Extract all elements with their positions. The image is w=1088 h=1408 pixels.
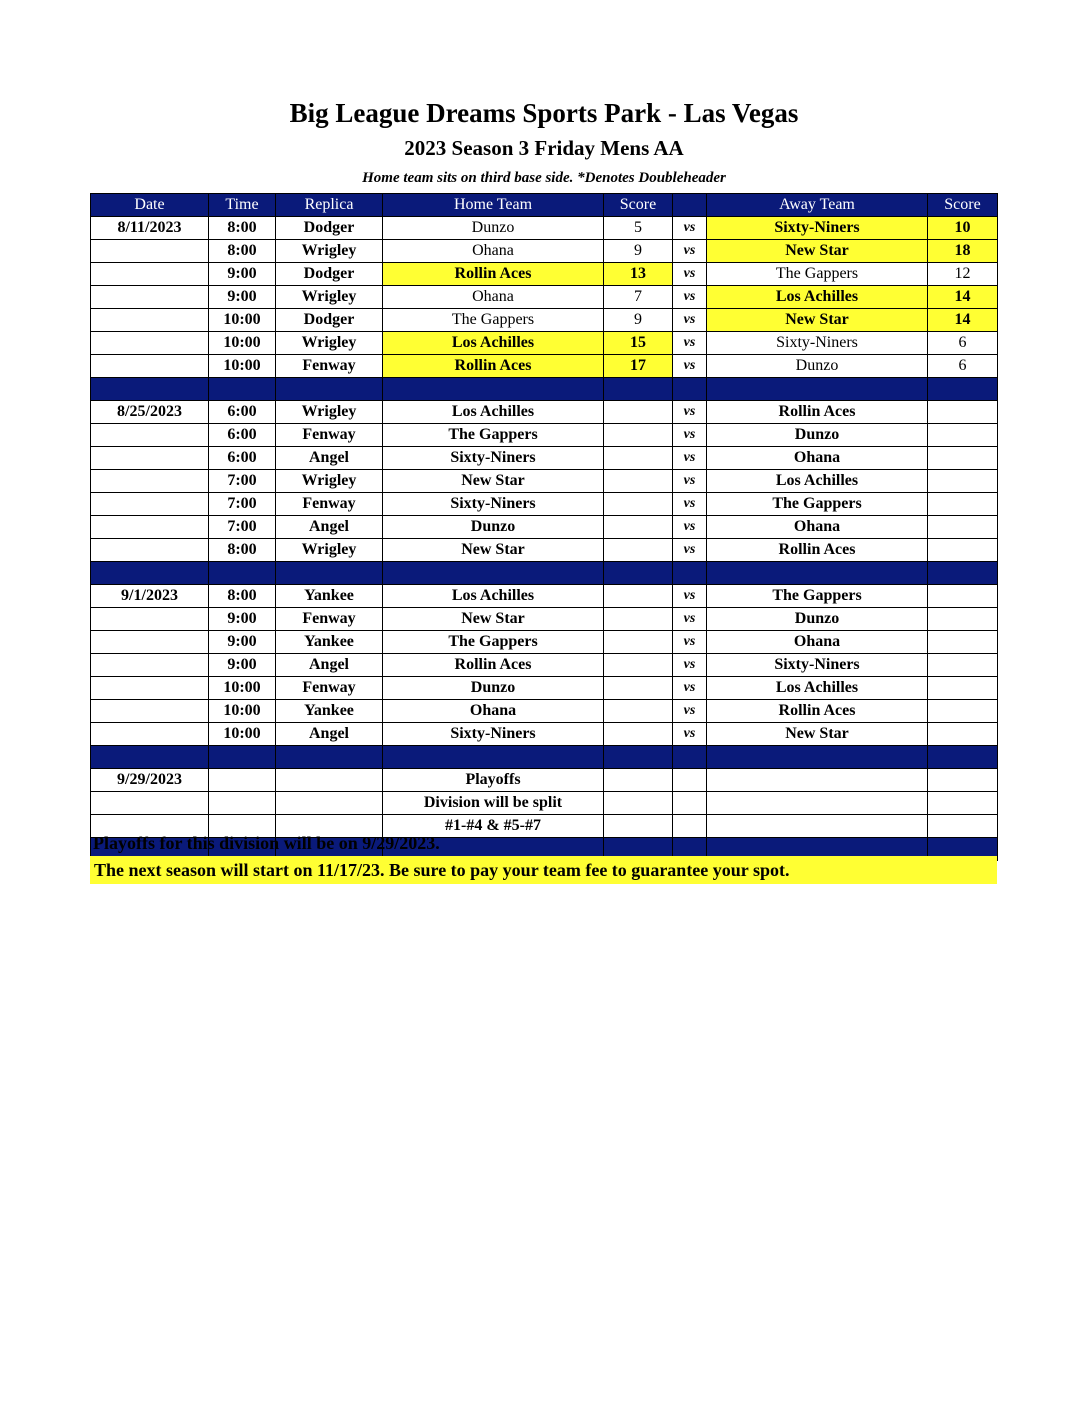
- game-row: [91, 516, 998, 539]
- away-score-cell: [928, 470, 998, 493]
- column-header-home-team: Home Team: [383, 194, 604, 217]
- time-cell: 7:00: [209, 516, 276, 539]
- home-score-cell: [604, 470, 673, 493]
- date-separator-row: [91, 746, 998, 769]
- game-row: [91, 401, 998, 424]
- away-score-cell: 12: [928, 263, 998, 286]
- home-team-cell: The Gappers: [383, 309, 604, 332]
- vs-cell: vs: [673, 631, 707, 654]
- separator-cell: [209, 378, 276, 401]
- date-cell: [91, 240, 209, 263]
- page-title: Big League Dreams Sports Park - Las Vegas: [289, 98, 799, 128]
- replica-cell: Dodger: [276, 263, 383, 286]
- replica-cell: Dodger: [276, 309, 383, 332]
- column-header-vs: [673, 194, 707, 217]
- replica-cell: [276, 769, 383, 792]
- time-cell: [209, 792, 276, 815]
- time-cell: 9:00: [209, 631, 276, 654]
- vs-cell: vs: [673, 539, 707, 562]
- vs-cell: vs: [673, 585, 707, 608]
- vs-cell: vs: [673, 723, 707, 746]
- away-score-cell: [928, 700, 998, 723]
- date-separator-row: [91, 378, 998, 401]
- date-cell: [91, 723, 209, 746]
- date-cell: [91, 309, 209, 332]
- away-score-cell: [928, 631, 998, 654]
- column-header-home-score: Score: [604, 194, 673, 217]
- home-team-cell: The Gappers: [383, 424, 604, 447]
- game-row: [91, 309, 998, 332]
- date-cell: [91, 447, 209, 470]
- replica-cell: [276, 792, 383, 815]
- game-row: [91, 539, 998, 562]
- home-team-cell: Sixty-Niners: [383, 493, 604, 516]
- away-team-cell: Sixty-Niners: [707, 332, 928, 355]
- date-cell: 9/29/2023: [91, 769, 209, 792]
- replica-cell: Wrigley: [276, 286, 383, 309]
- time-cell: 10:00: [209, 723, 276, 746]
- home-score-cell: [604, 631, 673, 654]
- home-score-cell: 9: [604, 240, 673, 263]
- date-cell: [91, 355, 209, 378]
- replica-cell: Fenway: [276, 424, 383, 447]
- date-cell: [91, 424, 209, 447]
- away-team-cell: Sixty-Niners: [707, 217, 928, 240]
- date-cell: [91, 677, 209, 700]
- separator-cell: [673, 378, 707, 401]
- away-team-cell: Dunzo: [707, 355, 928, 378]
- date-cell: [91, 516, 209, 539]
- playoff-info-row: [91, 792, 998, 815]
- replica-cell: Fenway: [276, 493, 383, 516]
- vs-cell: vs: [673, 470, 707, 493]
- separator-cell: [209, 746, 276, 769]
- date-cell: [91, 792, 209, 815]
- game-row: [91, 700, 998, 723]
- vs-cell: vs: [673, 309, 707, 332]
- away-team-cell: Sixty-Niners: [707, 654, 928, 677]
- home-team-cell: Rollin Aces: [383, 355, 604, 378]
- home-team-note: Home team sits on third base side. *Denotes Doubleheader: [362, 170, 726, 186]
- away-team-cell: New Star: [707, 309, 928, 332]
- game-row: [91, 424, 998, 447]
- date-cell: 8/11/2023: [91, 217, 209, 240]
- away-team-cell: Los Achilles: [707, 470, 928, 493]
- next-season-banner: The next season will start on 11/17/23. Be sure to pay your team fee to guarantee your spot.: [90, 856, 997, 884]
- replica-cell: Angel: [276, 723, 383, 746]
- home-score-cell: [604, 424, 673, 447]
- time-cell: 7:00: [209, 470, 276, 493]
- playoff-info-text: Division will be split: [383, 792, 604, 815]
- date-cell: [91, 263, 209, 286]
- replica-cell: Wrigley: [276, 539, 383, 562]
- separator-cell: [928, 562, 998, 585]
- away-score-cell: 18: [928, 240, 998, 263]
- away-team-cell: [707, 792, 928, 815]
- away-team-cell: The Gappers: [707, 493, 928, 516]
- home-score-cell: [604, 516, 673, 539]
- away-score-cell: [928, 608, 998, 631]
- separator-cell: [383, 746, 604, 769]
- vs-cell: [673, 769, 707, 792]
- separator-cell: [91, 562, 209, 585]
- separator-cell: [604, 562, 673, 585]
- vs-cell: vs: [673, 401, 707, 424]
- time-cell: 9:00: [209, 263, 276, 286]
- separator-cell: [673, 746, 707, 769]
- game-row: [91, 631, 998, 654]
- separator-cell: [604, 378, 673, 401]
- time-cell: 10:00: [209, 309, 276, 332]
- away-score-cell: [928, 792, 998, 815]
- time-cell: 6:00: [209, 424, 276, 447]
- replica-cell: Dodger: [276, 217, 383, 240]
- game-row: [91, 355, 998, 378]
- time-cell: 6:00: [209, 401, 276, 424]
- vs-cell: vs: [673, 677, 707, 700]
- replica-cell: Wrigley: [276, 401, 383, 424]
- column-header-time: Time: [209, 194, 276, 217]
- home-score-cell: [604, 654, 673, 677]
- home-team-cell: Ohana: [383, 700, 604, 723]
- time-cell: 8:00: [209, 585, 276, 608]
- home-score-cell: [604, 677, 673, 700]
- separator-cell: [91, 378, 209, 401]
- game-row: [91, 286, 998, 309]
- away-team-cell: Rollin Aces: [707, 401, 928, 424]
- playoff-info-text: #1-#4 & #5-#7: [383, 815, 604, 838]
- column-header-replica: Replica: [276, 194, 383, 217]
- away-score-cell: 6: [928, 355, 998, 378]
- date-cell: [91, 608, 209, 631]
- vs-cell: vs: [673, 332, 707, 355]
- home-score-cell: 9: [604, 309, 673, 332]
- game-row: [91, 654, 998, 677]
- vs-cell: [673, 815, 707, 838]
- home-score-cell: 17: [604, 355, 673, 378]
- separator-cell: [707, 562, 928, 585]
- vs-cell: vs: [673, 493, 707, 516]
- home-team-cell: Dunzo: [383, 677, 604, 700]
- column-header-away-score: Score: [928, 194, 998, 217]
- away-team-cell: [707, 815, 928, 838]
- home-team-cell: The Gappers: [383, 631, 604, 654]
- away-team-cell: Dunzo: [707, 424, 928, 447]
- playoffs-note: Playoffs for this division will be on 9/29/2023.: [93, 833, 440, 853]
- game-row: [91, 677, 998, 700]
- separator-cell: [383, 378, 604, 401]
- vs-cell: vs: [673, 424, 707, 447]
- time-cell: 8:00: [209, 539, 276, 562]
- replica-cell: Yankee: [276, 700, 383, 723]
- home-score-cell: [604, 447, 673, 470]
- game-row: [91, 217, 998, 240]
- date-cell: 8/25/2023: [91, 401, 209, 424]
- replica-cell: Wrigley: [276, 470, 383, 493]
- away-score-cell: 14: [928, 309, 998, 332]
- separator-cell: [276, 378, 383, 401]
- vs-cell: vs: [673, 516, 707, 539]
- home-score-cell: [604, 792, 673, 815]
- vs-cell: vs: [673, 608, 707, 631]
- replica-cell: Wrigley: [276, 240, 383, 263]
- away-score-cell: [928, 401, 998, 424]
- home-score-cell: 5: [604, 217, 673, 240]
- vs-cell: vs: [673, 217, 707, 240]
- vs-cell: [673, 792, 707, 815]
- replica-cell: Angel: [276, 447, 383, 470]
- home-team-cell: Los Achilles: [383, 332, 604, 355]
- date-cell: [91, 332, 209, 355]
- playoff-info-text: Playoffs: [383, 769, 604, 792]
- time-cell: [209, 769, 276, 792]
- replica-cell: Fenway: [276, 608, 383, 631]
- separator-cell: [209, 562, 276, 585]
- game-row: [91, 723, 998, 746]
- home-team-cell: New Star: [383, 608, 604, 631]
- vs-cell: vs: [673, 700, 707, 723]
- schedule-body: [91, 217, 998, 861]
- game-row: [91, 240, 998, 263]
- separator-cell: [383, 562, 604, 585]
- page-subtitle: 2023 Season 3 Friday Mens AA: [404, 136, 684, 160]
- separator-cell: [707, 746, 928, 769]
- schedule-table: [90, 193, 998, 861]
- home-team-cell: Dunzo: [383, 516, 604, 539]
- time-cell: 8:00: [209, 240, 276, 263]
- column-header-away-team: Away Team: [707, 194, 928, 217]
- replica-cell: Angel: [276, 516, 383, 539]
- vs-cell: vs: [673, 263, 707, 286]
- game-row: [91, 447, 998, 470]
- game-row: [91, 470, 998, 493]
- away-team-cell: The Gappers: [707, 263, 928, 286]
- away-score-cell: [928, 677, 998, 700]
- away-score-cell: [928, 723, 998, 746]
- away-score-cell: 6: [928, 332, 998, 355]
- game-row: [91, 493, 998, 516]
- away-score-cell: [928, 516, 998, 539]
- away-team-cell: Ohana: [707, 447, 928, 470]
- home-score-cell: [604, 401, 673, 424]
- away-team-cell: Ohana: [707, 516, 928, 539]
- date-cell: [91, 539, 209, 562]
- home-team-cell: Sixty-Niners: [383, 447, 604, 470]
- separator-cell: [928, 746, 998, 769]
- away-team-cell: [707, 769, 928, 792]
- home-score-cell: [604, 585, 673, 608]
- vs-cell: vs: [673, 286, 707, 309]
- away-score-cell: [928, 585, 998, 608]
- separator-cell: [673, 562, 707, 585]
- away-score-cell: [928, 815, 998, 838]
- time-cell: 7:00: [209, 493, 276, 516]
- date-cell: [91, 700, 209, 723]
- game-row: [91, 585, 998, 608]
- home-score-cell: [604, 700, 673, 723]
- time-cell: 10:00: [209, 355, 276, 378]
- home-team-cell: Ohana: [383, 286, 604, 309]
- home-team-cell: Rollin Aces: [383, 263, 604, 286]
- home-team-cell: Dunzo: [383, 217, 604, 240]
- vs-cell: vs: [673, 355, 707, 378]
- away-score-cell: [928, 424, 998, 447]
- date-cell: 9/1/2023: [91, 585, 209, 608]
- date-cell: [91, 493, 209, 516]
- away-score-cell: [928, 447, 998, 470]
- home-score-cell: [604, 539, 673, 562]
- time-cell: 9:00: [209, 654, 276, 677]
- home-score-cell: [604, 769, 673, 792]
- vs-cell: vs: [673, 240, 707, 263]
- date-separator-row: [91, 562, 998, 585]
- home-score-cell: [604, 493, 673, 516]
- home-team-cell: Los Achilles: [383, 401, 604, 424]
- separator-cell: [276, 562, 383, 585]
- vs-cell: vs: [673, 654, 707, 677]
- home-team-cell: New Star: [383, 470, 604, 493]
- away-team-cell: New Star: [707, 240, 928, 263]
- away-score-cell: [928, 654, 998, 677]
- game-row: [91, 263, 998, 286]
- home-team-cell: Los Achilles: [383, 585, 604, 608]
- away-team-cell: Rollin Aces: [707, 539, 928, 562]
- away-team-cell: Dunzo: [707, 608, 928, 631]
- away-team-cell: Los Achilles: [707, 286, 928, 309]
- date-cell: [91, 654, 209, 677]
- date-cell: [91, 470, 209, 493]
- date-cell: [91, 631, 209, 654]
- replica-cell: Angel: [276, 654, 383, 677]
- away-team-cell: The Gappers: [707, 585, 928, 608]
- away-score-cell: 14: [928, 286, 998, 309]
- game-row: [91, 332, 998, 355]
- replica-cell: Wrigley: [276, 332, 383, 355]
- away-score-cell: [928, 769, 998, 792]
- home-team-cell: Rollin Aces: [383, 654, 604, 677]
- vs-cell: vs: [673, 447, 707, 470]
- separator-cell: [928, 378, 998, 401]
- away-score-cell: [928, 539, 998, 562]
- away-score-cell: 10: [928, 217, 998, 240]
- home-score-cell: [604, 723, 673, 746]
- time-cell: 8:00: [209, 217, 276, 240]
- time-cell: 10:00: [209, 677, 276, 700]
- table-header-row: [91, 194, 998, 217]
- home-score-cell: [604, 815, 673, 838]
- separator-cell: [276, 746, 383, 769]
- away-team-cell: Ohana: [707, 631, 928, 654]
- time-cell: 10:00: [209, 332, 276, 355]
- separator-cell: [707, 378, 928, 401]
- away-team-cell: New Star: [707, 723, 928, 746]
- time-cell: 6:00: [209, 447, 276, 470]
- date-cell: [91, 286, 209, 309]
- game-row: [91, 608, 998, 631]
- replica-cell: Yankee: [276, 585, 383, 608]
- away-team-cell: Rollin Aces: [707, 700, 928, 723]
- replica-cell: Yankee: [276, 631, 383, 654]
- home-team-cell: New Star: [383, 539, 604, 562]
- home-team-cell: Sixty-Niners: [383, 723, 604, 746]
- home-score-cell: 15: [604, 332, 673, 355]
- separator-cell: [91, 746, 209, 769]
- away-score-cell: [928, 493, 998, 516]
- column-header-date: Date: [91, 194, 209, 217]
- home-score-cell: 7: [604, 286, 673, 309]
- home-score-cell: 13: [604, 263, 673, 286]
- away-team-cell: Los Achilles: [707, 677, 928, 700]
- time-cell: 9:00: [209, 608, 276, 631]
- home-score-cell: [604, 608, 673, 631]
- playoff-info-row: [91, 769, 998, 792]
- home-team-cell: Ohana: [383, 240, 604, 263]
- separator-cell: [604, 746, 673, 769]
- time-cell: 10:00: [209, 700, 276, 723]
- time-cell: 9:00: [209, 286, 276, 309]
- replica-cell: Fenway: [276, 677, 383, 700]
- replica-cell: Fenway: [276, 355, 383, 378]
